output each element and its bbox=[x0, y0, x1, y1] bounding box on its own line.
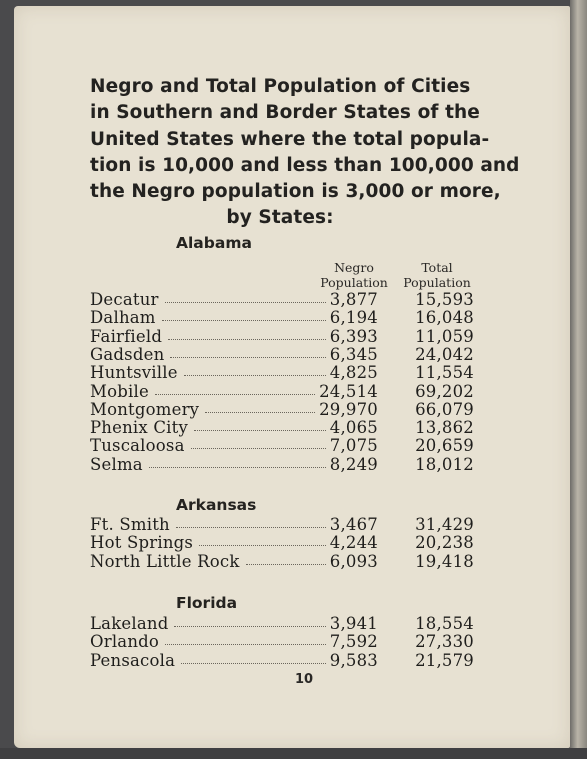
page-title bbox=[90, 74, 520, 232]
table-row bbox=[90, 400, 482, 419]
table-row bbox=[90, 455, 482, 474]
table-row bbox=[90, 552, 482, 571]
page-number: 10 bbox=[295, 672, 314, 687]
table-row bbox=[90, 290, 482, 309]
table-row bbox=[90, 515, 482, 534]
total-population-value: 21,579 bbox=[415, 650, 474, 670]
city-name: Mobile bbox=[90, 381, 149, 401]
title-line: by States: bbox=[226, 207, 334, 229]
title-line: United States where the total popula- bbox=[90, 128, 490, 150]
total-population-header bbox=[396, 260, 478, 290]
city-name: Ft. Smith bbox=[90, 515, 170, 534]
negro-population-value: 7,592 bbox=[329, 632, 378, 652]
negro-population-header bbox=[312, 260, 396, 290]
total-population-value: 20,238 bbox=[415, 533, 474, 553]
negro-population-value: 4,825 bbox=[329, 363, 378, 383]
negro-population-value: 29,970 bbox=[319, 399, 378, 419]
header-line: Negro bbox=[334, 260, 374, 275]
state-heading: Arkansas bbox=[176, 496, 257, 514]
table-row bbox=[90, 418, 482, 437]
dot-leader bbox=[184, 369, 326, 376]
table-row bbox=[90, 363, 482, 382]
table-row bbox=[90, 308, 482, 327]
title-line: tion is 10,000 and less than 100,000 and bbox=[90, 154, 520, 176]
dot-leader bbox=[246, 558, 326, 565]
city-name: Hot Springs bbox=[90, 533, 194, 553]
total-population-value: 15,593 bbox=[415, 290, 474, 309]
city-name: Dalham bbox=[90, 308, 156, 328]
dot-leader bbox=[194, 424, 326, 431]
dot-leader bbox=[168, 333, 326, 340]
city-name: Tuscaloosa bbox=[90, 436, 185, 456]
header-line: Population bbox=[403, 275, 471, 290]
dot-leader bbox=[162, 314, 326, 321]
dot-leader bbox=[165, 638, 326, 645]
negro-population-value: 4,065 bbox=[329, 418, 378, 438]
title-line: Negro and Total Population of Cities bbox=[90, 76, 471, 97]
dot-leader bbox=[155, 388, 315, 395]
negro-population-value: 4,244 bbox=[329, 533, 378, 553]
dot-leader bbox=[176, 521, 326, 528]
city-name: Fairfield bbox=[90, 326, 163, 346]
total-population-value: 16,048 bbox=[415, 308, 474, 328]
negro-population-value: 24,514 bbox=[319, 381, 378, 401]
total-population-value: 66,079 bbox=[415, 399, 474, 419]
state-heading: Florida bbox=[176, 594, 238, 612]
total-population-value: 69,202 bbox=[415, 381, 474, 401]
header-line: Population bbox=[320, 275, 388, 290]
total-population-value: 19,418 bbox=[415, 551, 474, 571]
negro-population-value: 6,093 bbox=[329, 551, 378, 571]
background-strip bbox=[0, 748, 587, 759]
city-name: Orlando bbox=[90, 632, 160, 652]
dot-leader bbox=[174, 620, 326, 627]
total-population-value: 24,042 bbox=[415, 344, 474, 364]
city-name: Lakeland bbox=[90, 614, 169, 633]
negro-population-value: 3,941 bbox=[329, 614, 378, 633]
city-name: Gadsden bbox=[90, 344, 165, 364]
state-heading: Alabama bbox=[176, 234, 252, 252]
dot-leader bbox=[149, 461, 326, 468]
total-population-value: 27,330 bbox=[415, 632, 474, 652]
dot-leader bbox=[205, 406, 315, 413]
table-row bbox=[90, 382, 482, 401]
total-population-value: 18,554 bbox=[415, 614, 474, 633]
total-population-value: 11,554 bbox=[415, 363, 474, 383]
city-name: North Little Rock bbox=[90, 551, 240, 571]
negro-population-value: 8,249 bbox=[329, 454, 378, 474]
total-population-value: 11,059 bbox=[415, 326, 474, 346]
table-row bbox=[90, 533, 482, 552]
title-line: the Negro population is 3,000 or more, bbox=[90, 181, 501, 203]
header-line: Total bbox=[421, 260, 453, 275]
table-row bbox=[90, 327, 482, 346]
table-row bbox=[90, 614, 482, 633]
negro-population-value: 3,877 bbox=[329, 290, 378, 309]
dot-leader bbox=[199, 539, 326, 546]
table-row bbox=[90, 345, 482, 364]
dot-leader bbox=[191, 442, 326, 449]
negro-population-value: 6,194 bbox=[329, 308, 378, 328]
negro-population-value: 7,075 bbox=[329, 436, 378, 456]
title-line: in Southern and Border States of the bbox=[90, 102, 480, 124]
book-edge bbox=[570, 0, 587, 759]
city-name: Phenix City bbox=[90, 418, 189, 438]
dot-leader bbox=[181, 657, 326, 664]
total-population-value: 31,429 bbox=[415, 515, 474, 534]
dot-leader bbox=[170, 351, 326, 358]
dot-leader bbox=[165, 296, 326, 303]
total-population-value: 18,012 bbox=[415, 454, 474, 474]
table-row bbox=[90, 632, 482, 651]
negro-population-value: 6,345 bbox=[329, 344, 378, 364]
negro-population-value: 9,583 bbox=[329, 650, 378, 670]
city-name: Huntsville bbox=[90, 363, 178, 383]
table-row bbox=[90, 651, 482, 670]
city-name: Pensacola bbox=[90, 650, 176, 670]
negro-population-value: 3,467 bbox=[329, 515, 378, 534]
total-population-value: 13,862 bbox=[415, 418, 474, 438]
city-name: Decatur bbox=[90, 290, 159, 309]
table-row bbox=[90, 436, 482, 455]
total-population-value: 20,659 bbox=[415, 436, 474, 456]
negro-population-value: 6,393 bbox=[329, 326, 378, 346]
city-name: Montgomery bbox=[90, 399, 200, 419]
city-name: Selma bbox=[90, 454, 143, 474]
